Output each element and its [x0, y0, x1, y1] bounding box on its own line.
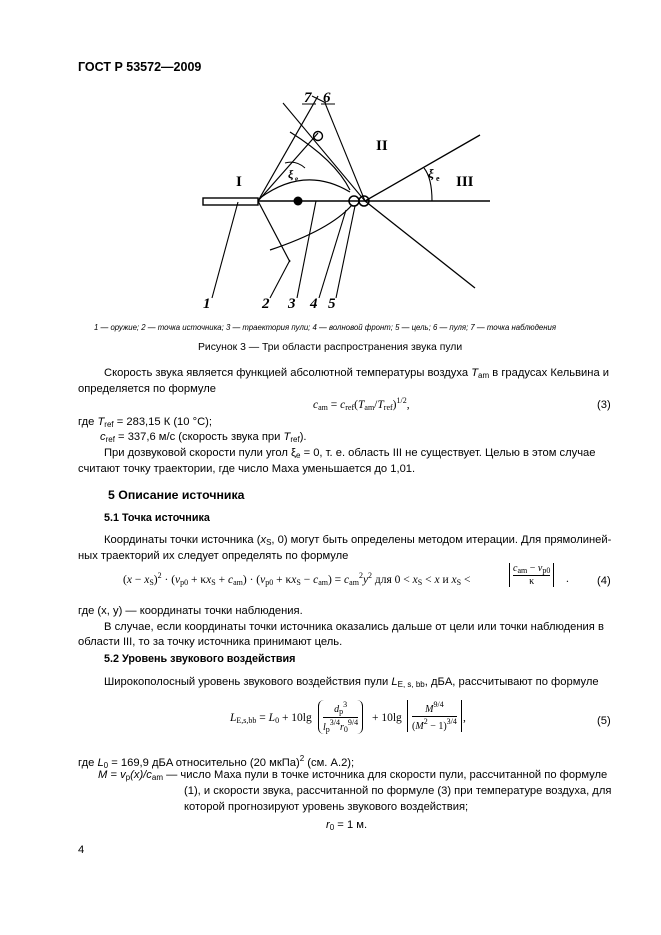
where-1: где $T_{ref} = 283,15$ К (10 °C); — [78, 416, 212, 429]
paragraph-3-line1: Координаты точки источника ($x_S$, 0) могут быть определены методом итерации. Для прямолиней- — [104, 534, 612, 547]
callout-5: 5 — [328, 296, 336, 312]
equation-5-part2: + 10lg — [372, 712, 402, 724]
equation-5-frac2: $M^{9/4}$ $(M^2 - 1)^{3/4}$ — [407, 700, 462, 732]
paragraph-4-line2: области III, то за точку источника принимают цель. — [78, 636, 343, 648]
equation-4-number: (4) — [597, 575, 611, 587]
wavefront-line-6 — [283, 103, 365, 201]
angle-label: ξ — [428, 166, 434, 181]
paragraph-5: Широкополосный уровень звукового воздействия пули $L_{E, s, bb}$, дБA, рассчитывают по формуле — [104, 676, 599, 689]
figure-caption: Рисунок 3 — Три области распространения звука пули — [198, 342, 463, 353]
cone-upper-edge — [258, 96, 318, 201]
small-angle-label-sub: e — [295, 175, 299, 183]
cone-lower-edge — [258, 201, 290, 262]
section-5-1-title: 5.1 Точка источника — [104, 512, 210, 524]
callout-leader-1 — [212, 202, 238, 298]
page-number: 4 — [78, 844, 85, 856]
equation-3-number: (3) — [597, 399, 611, 411]
callout-leader-5 — [336, 206, 355, 298]
where-4: где $L_0 = 169,9$ дБA относительно (20 мкПа)$^2$ (см. А.2); — [78, 754, 355, 770]
callout-leader-3 — [297, 201, 316, 298]
paragraph-2-line1: При дозвуковой скорости пули угол $\xi_e = 0$, т. е. область III не существует. Целью в этом случае — [104, 447, 596, 460]
equation-5-comma: , — [463, 712, 466, 724]
figure-legend: 1 — оружие; 2 — точка источника; 3 — траектория пули; 4 — волновой фронт; 5 — цель; 6 — пуля; 7 — точка наблюдения — [94, 323, 557, 332]
document-header: ГОСТ Р 53572—2009 — [78, 60, 202, 74]
callout-6: 6 — [323, 90, 331, 106]
equation-4: $(x - x_S)^2 \cdot (v_{p0} + \kappa x_S + c_{am}) \cdot (v_{p0} + \kappa x_S - c_{am}) = c_{am}^2y^2$ для $0 < x_S < x$ и $x_S$ < — [123, 571, 471, 587]
equation-5-frac1: $d_p^3$ $l_p^{3/4}r_0^{9/4}$ — [318, 700, 363, 734]
angle-label-sub: e — [436, 174, 440, 183]
wavefront-line-7 — [325, 103, 365, 201]
where-5-line2: (1), и скорости звука, рассчитанной по формуле (3) при температуре воздуха, для — [184, 785, 612, 797]
r0-definition: $r_0 = 1$ м. — [326, 819, 368, 832]
where-5-line1: $M = v_p(x)/c_{am}$ — число Маха пули в точке источника для скорости пули, рассчитанной по формуле — [98, 769, 608, 782]
paragraph-2-line2: считают точку траектории, где число Маха уменьшается до 1,01. — [78, 463, 416, 475]
small-angle-label: ξ — [288, 167, 294, 181]
equation-5-number: (5) — [597, 715, 611, 727]
section-5-title: 5 Описание источника — [108, 488, 245, 502]
where-2: $c_{ref} = 337,6$ м/с (скорость звука при $T_{ref}$). — [100, 431, 307, 444]
equation-4-dot: . — [566, 573, 569, 585]
callout-4: 4 — [310, 296, 318, 312]
equation-5-part1: $L_{E,s,bb} = L_0 + 10\lg$ — [230, 712, 312, 725]
paragraph-3-line2: ных траекторий их следует определять по формуле — [78, 550, 349, 562]
equation-4-fraction: $c_{am} - v_{p0}$ κ — [509, 563, 554, 587]
equation-3: $c_{am} = c_{ref}(T_{am}/T_{ref})^{1/2}$, — [313, 396, 410, 412]
callout-3: 3 — [288, 296, 296, 312]
region-label-ii: II — [376, 138, 388, 154]
callout-2: 2 — [262, 296, 270, 312]
where-5-line3: которой прогнозируют уровень звукового воздействия; — [184, 801, 469, 813]
mach-lower — [365, 201, 475, 288]
callout-leader-2 — [270, 260, 290, 298]
section-5-2-title: 5.2 Уровень звукового воздействия — [104, 653, 296, 665]
where-3: где (x, y) — координаты точки наблюдения. — [78, 605, 303, 617]
paragraph-1-line2: определяется по формуле — [78, 383, 217, 395]
paragraph-4-line1: В случае, если координаты точки источника оказались дальше от цели или точки наблюдения в — [104, 621, 604, 633]
callout-7: 7 — [304, 90, 312, 106]
callout-leader-4 — [319, 210, 346, 298]
region-label-iii: III — [456, 174, 474, 190]
callout-1: 1 — [203, 296, 211, 312]
figure-diagram — [0, 0, 661, 340]
region-label-i: I — [236, 174, 242, 190]
paragraph-1-line1: Скорость звука является функцией абсолютной температуры воздуха $T_{am}$ в градусах Кельвина и — [104, 367, 610, 380]
weapon-shape — [203, 198, 258, 205]
source-point — [294, 197, 303, 206]
